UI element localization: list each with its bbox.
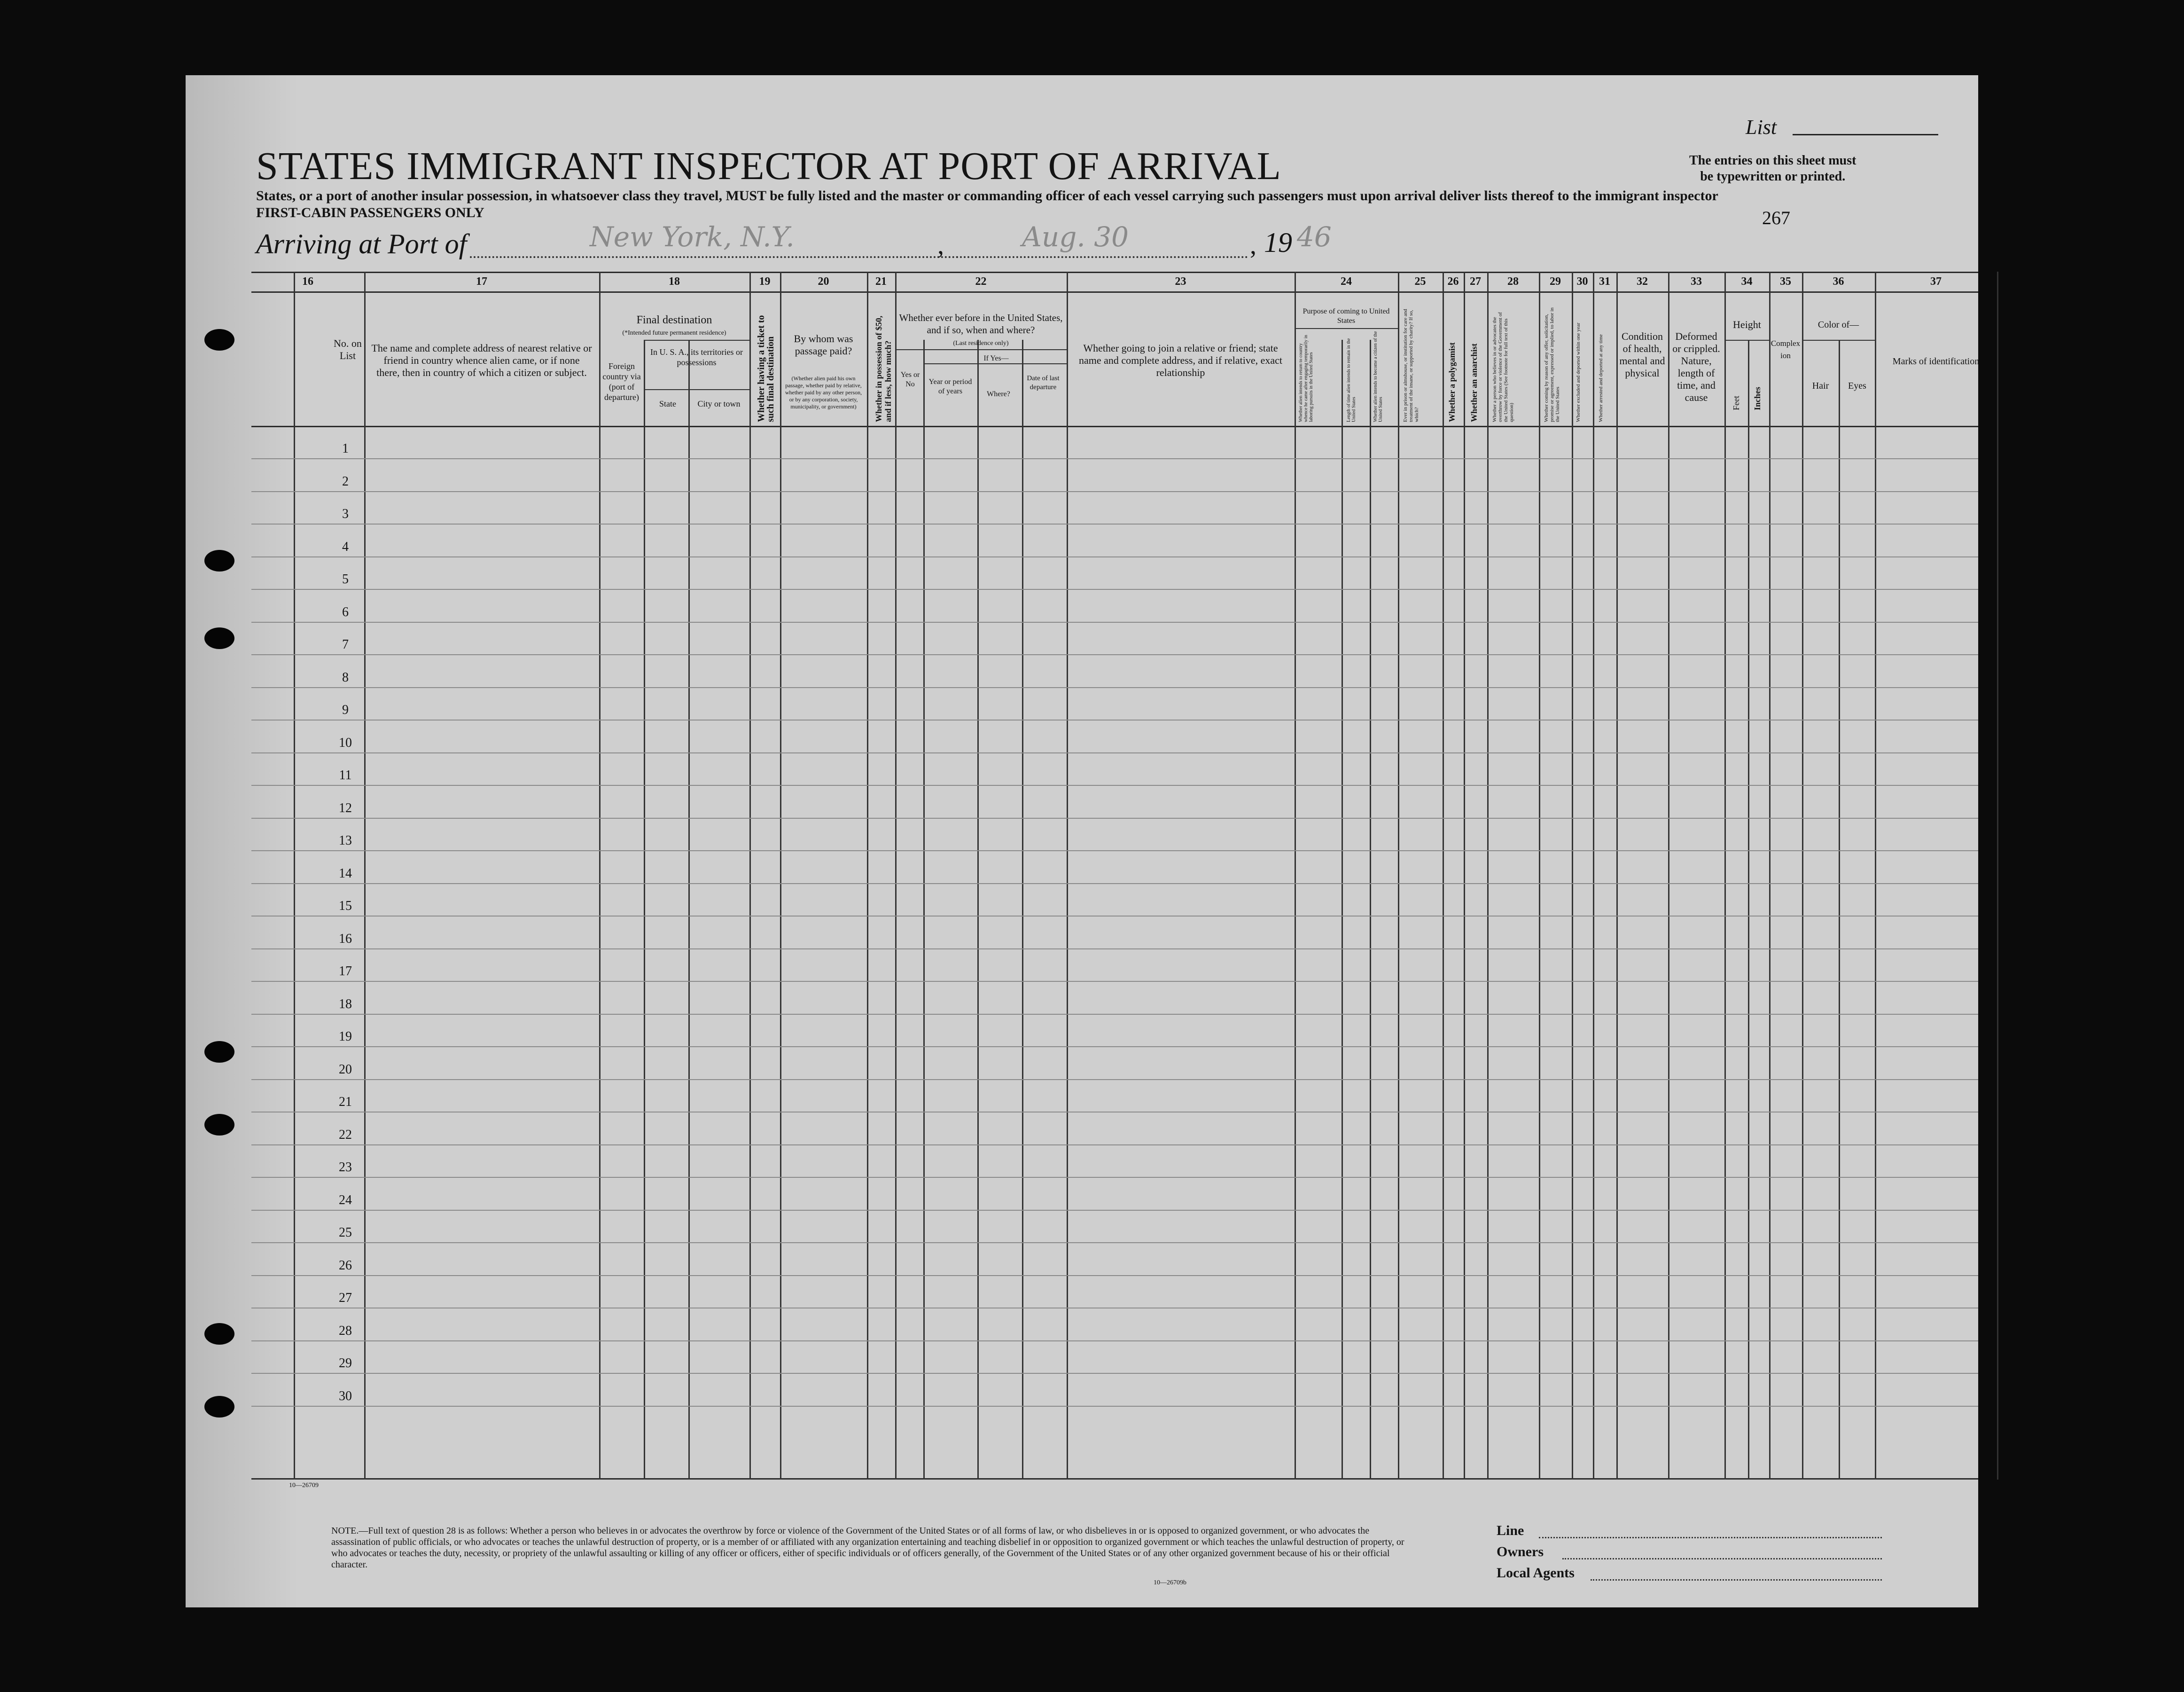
col-22-where: Where? xyxy=(987,390,1010,398)
table-row[interactable] xyxy=(251,1177,1978,1178)
col-17-header: The name and complete address of nearest relative or friend in country whence alien came, or if none there, then in country of which a citizen or subject. xyxy=(371,342,592,378)
manifest-sheet xyxy=(186,75,1978,1607)
row-number: 14 xyxy=(339,866,352,881)
comma: , xyxy=(937,231,944,260)
col-20-header: By whom was passage paid? xyxy=(794,333,853,357)
column-divider xyxy=(1802,272,1803,1480)
table-row[interactable] xyxy=(251,491,1978,492)
column-divider xyxy=(780,272,781,1480)
column-number-border xyxy=(251,291,1978,293)
entries-note: The entries on this sheet must be typewritten or printed. xyxy=(1689,153,1856,184)
col-30-number: 30 xyxy=(1576,275,1588,288)
col-21-header: Whether in possession of $50, and if less, how much? xyxy=(874,315,893,422)
table-row[interactable] xyxy=(251,589,1978,590)
col-18-sub-divider xyxy=(644,340,749,341)
table-row[interactable] xyxy=(251,458,1978,459)
table-row[interactable] xyxy=(251,1014,1978,1015)
table-row[interactable] xyxy=(251,752,1978,753)
col-17-number: 17 xyxy=(476,275,487,288)
column-divider xyxy=(1067,272,1068,1480)
table-bottom-border xyxy=(251,1478,1978,1480)
line-label: Line xyxy=(1497,1523,1524,1538)
col-36-sub-divider xyxy=(1802,340,1875,341)
column-divider xyxy=(1839,340,1840,1480)
col-34-sub-divider xyxy=(1724,340,1769,341)
column-divider xyxy=(1572,272,1573,1480)
row-number: 20 xyxy=(339,1062,352,1077)
punch-hole xyxy=(204,1041,234,1063)
list-label: List xyxy=(1746,116,1777,139)
col-22-number: 22 xyxy=(975,275,987,288)
column-divider xyxy=(1997,272,1998,1480)
col-27-number: 27 xyxy=(1470,275,1481,288)
column-divider xyxy=(1295,272,1296,1480)
column-divider xyxy=(1464,272,1465,1480)
row-number: 10 xyxy=(339,735,352,750)
form-title: STATES IMMIGRANT INSPECTOR AT PORT OF ARRIVAL xyxy=(256,144,1281,188)
row-number: 13 xyxy=(339,833,352,848)
col-19-header: Whether having a ticket to such final destination xyxy=(756,315,776,422)
date-field-line xyxy=(956,256,1248,258)
row-number: 30 xyxy=(339,1388,352,1403)
table-row[interactable] xyxy=(251,654,1978,655)
col-21-number: 21 xyxy=(875,275,887,288)
col-18-usa: In U. S. A., its territories or possessions xyxy=(650,347,743,367)
col-28-number: 28 xyxy=(1507,275,1519,288)
comma: , xyxy=(1250,231,1256,260)
row-number: 26 xyxy=(339,1258,352,1273)
year-prefix: 19 xyxy=(1264,227,1292,258)
row-number: 5 xyxy=(342,572,349,587)
table-row[interactable] xyxy=(251,818,1978,819)
col-36-number: 36 xyxy=(1833,275,1844,288)
local-agents-field[interactable] xyxy=(1591,1579,1882,1581)
col-22-years: Year or period of years xyxy=(928,378,972,395)
port-value[interactable]: New York, N.Y. xyxy=(590,221,795,253)
col-24a-header: Whether alien intends to return to country whence he came after engaging temporarily in laboring pursuits in the United States xyxy=(1298,335,1314,422)
owners-field[interactable] xyxy=(1562,1558,1882,1559)
col-31-number: 31 xyxy=(1599,275,1610,288)
column-divider xyxy=(895,272,897,1480)
col-34-number: 34 xyxy=(1741,275,1753,288)
col-35-header: Complexion xyxy=(1771,339,1801,360)
manifest-table xyxy=(251,272,1980,1489)
col-18-sub-divider xyxy=(644,389,749,390)
column-divider xyxy=(1724,272,1726,1480)
col-24b-header: Length of time alien intends to remain in the United States xyxy=(1346,338,1357,422)
punch-hole xyxy=(204,550,234,572)
row-number: 12 xyxy=(339,800,352,815)
row-number: 22 xyxy=(339,1127,352,1142)
row-number: 6 xyxy=(342,604,349,619)
table-row[interactable] xyxy=(251,1275,1978,1276)
row-number: 21 xyxy=(339,1095,352,1109)
column-divider xyxy=(599,272,601,1480)
table-row[interactable] xyxy=(251,1406,1978,1407)
punch-hole xyxy=(204,1114,234,1136)
column-divider xyxy=(1616,272,1618,1480)
col-29-header: Whether coming by reason of any offer, solicitation, promise or agreement, expressed or implied, to labor in the United States xyxy=(1544,307,1560,422)
table-row[interactable] xyxy=(251,948,1978,949)
row-number: 1 xyxy=(342,441,349,456)
col-24-header: Purpose of coming to United States xyxy=(1303,307,1390,325)
table-row[interactable] xyxy=(251,1373,1978,1374)
col-30-header: Whether excluded and deported within one year xyxy=(1576,322,1581,422)
row-number: 4 xyxy=(342,539,349,554)
table-row[interactable] xyxy=(251,883,1978,884)
col-23-header: Whether going to join a relative or friend; state name and complete address, and if relative, exact relationship xyxy=(1078,342,1283,378)
punch-hole xyxy=(204,1323,234,1345)
col-31-header: Whether arrested and deported at any time xyxy=(1598,334,1604,422)
col-36-eyes: Eyes xyxy=(1848,381,1866,391)
col-33-number: 33 xyxy=(1691,275,1702,288)
col-24-number: 24 xyxy=(1341,275,1352,288)
col-22-date-departure: Date of last departure xyxy=(1027,375,1060,391)
col-34-header: Height xyxy=(1733,319,1761,330)
row-number: 23 xyxy=(339,1160,352,1175)
question-28-note: NOTE.—Full text of question 28 is as follows: Whether a person who believes in or advocates the overthrow by force or violence of the Government of the United States or of all forms of law, or who disbelieves in or is opposed to organized government, or who advocates the assassination of public officials, or who advocates or teaches the unlawful destruction of property, or is a member of or affiliated with any organization entertaining and teaching disbelief in or opposition to organized government or which teaches the unlawful destruction of property, or who advocates or teaches the duty, necessity, or propriety of the unlawful assaulting or killing of any officer or officers, either of specific individuals or of officers generally, of the Government of the United States or of any other organized government because of his or their official character. xyxy=(331,1526,1404,1570)
table-row[interactable] xyxy=(251,687,1978,688)
row-number: 9 xyxy=(342,703,349,717)
col-25-number: 25 xyxy=(1414,275,1426,288)
col-22-sub-divider xyxy=(923,363,1067,364)
column-divider xyxy=(1593,272,1594,1480)
row-number: 8 xyxy=(342,670,349,685)
col-33-header: Deformed or crippled. Nature, length of time, and cause xyxy=(1672,330,1720,403)
row-number: 28 xyxy=(339,1323,352,1338)
col-22-header: Whether ever before in the United States, and if so, when and where? xyxy=(899,312,1063,336)
table-row[interactable] xyxy=(251,524,1978,525)
row-number: 7 xyxy=(342,637,349,652)
column-divider xyxy=(1370,340,1371,1480)
column-divider xyxy=(1748,340,1749,1480)
row-number: 18 xyxy=(339,996,352,1011)
col-35-number: 35 xyxy=(1780,275,1791,288)
table-row[interactable] xyxy=(251,981,1978,982)
note-code: 10—26709b xyxy=(1154,1579,1186,1586)
col-22-yesno: Yes or No xyxy=(900,371,920,388)
form-instructions: States, or a port of another insular possession, in whatsoever class they travel, MUST be fully listed and the master or commanding officer of each vessel carrying such passengers must upon arrival deliver lists thereof to the immigrant inspector xyxy=(256,188,1718,204)
col-28-header: Whether a person who believes in or advocates the overthrow by force or violence of the Government of the United States (See footnote for full text of this question) xyxy=(1492,312,1514,422)
punch-hole xyxy=(204,627,234,649)
col-18-number: 18 xyxy=(669,275,680,288)
col-19-number: 19 xyxy=(759,275,771,288)
column-divider xyxy=(1668,272,1669,1480)
col-34-inches: Inches xyxy=(1753,386,1762,410)
row-number: 24 xyxy=(339,1192,352,1207)
col-36-header: Color of— xyxy=(1817,320,1859,330)
row-number: 19 xyxy=(339,1029,352,1044)
punch-hole xyxy=(204,1396,234,1418)
column-divider xyxy=(1398,272,1399,1480)
table-top-border xyxy=(251,272,1978,273)
col-16-header: No. on List xyxy=(334,337,362,361)
col-23-number: 23 xyxy=(1175,275,1186,288)
punch-hole xyxy=(204,329,234,351)
owners-label: Owners xyxy=(1497,1544,1544,1559)
col-32-header: Condition of health, mental and physical xyxy=(1619,330,1665,379)
col-20-subheader: (Whether alien paid his own passage, whether paid by relative, whether paid by any other person, or by any corporation, society, municipality, or government) xyxy=(785,375,862,410)
table-row[interactable] xyxy=(251,1144,1978,1145)
table-row[interactable] xyxy=(251,785,1978,786)
table-row[interactable] xyxy=(251,1340,1978,1341)
table-row[interactable] xyxy=(251,1242,1978,1243)
column-divider xyxy=(749,272,751,1480)
col-18-city: City or town xyxy=(697,399,741,408)
col-20-number: 20 xyxy=(818,275,829,288)
date-value[interactable]: Aug. 30 xyxy=(1022,221,1129,253)
col-18-subheader: (*Intended future permanent residence) xyxy=(622,329,726,337)
list-number-line xyxy=(1793,134,1938,135)
col-16-number: 16 xyxy=(302,275,313,288)
col-34-feet: Feet xyxy=(1732,396,1741,410)
row-number: 16 xyxy=(339,931,352,946)
column-divider xyxy=(1875,272,1876,1480)
row-number: 3 xyxy=(342,507,349,521)
col-27-header: Whether an anarchist xyxy=(1469,343,1479,422)
col-18-header: Final destination xyxy=(636,314,712,326)
col-26-number: 26 xyxy=(1447,275,1459,288)
table-row[interactable] xyxy=(251,622,1978,623)
row-number: 27 xyxy=(339,1291,352,1305)
col-22-sub-divider xyxy=(895,349,1067,350)
row-number: 15 xyxy=(339,899,352,913)
port-field-line xyxy=(470,256,959,258)
col-32-number: 32 xyxy=(1637,275,1648,288)
row-number: 25 xyxy=(339,1225,352,1240)
col-24c-header: Whether alien intends to become a citizen of the United States xyxy=(1373,331,1383,422)
passenger-class-label: FIRST-CABIN PASSENGERS ONLY xyxy=(256,205,484,220)
table-row[interactable] xyxy=(251,1046,1978,1047)
col-37-header: Marks of identification xyxy=(1892,356,1980,367)
col-24-sub-divider xyxy=(1295,328,1398,329)
column-divider xyxy=(1443,272,1444,1480)
table-row[interactable] xyxy=(251,1210,1978,1211)
column-divider xyxy=(364,272,366,1480)
sheet-number: 267 xyxy=(1762,207,1790,228)
column-divider xyxy=(1022,340,1023,1480)
row-number: 11 xyxy=(339,768,352,783)
col-22-subheader: (Last residence only) xyxy=(953,340,1009,347)
column-divider xyxy=(1769,272,1771,1480)
table-row[interactable] xyxy=(251,850,1978,851)
row-number: 2 xyxy=(342,474,349,489)
header-bottom-border xyxy=(251,426,1978,427)
column-divider xyxy=(644,340,645,1480)
table-row[interactable] xyxy=(251,1079,1978,1080)
column-divider xyxy=(923,340,925,1480)
col-22-ifyes: If Yes— xyxy=(983,354,1009,362)
row-number: 17 xyxy=(339,964,352,979)
column-divider xyxy=(1539,272,1540,1480)
col-26-header: Whether a polygamist xyxy=(1447,342,1457,422)
col-36-hair: Hair xyxy=(1812,381,1829,391)
column-divider xyxy=(1487,272,1489,1480)
column-divider xyxy=(294,272,295,1480)
col-37-number: 37 xyxy=(1930,275,1942,288)
form-code: 10—26709 xyxy=(289,1482,319,1489)
arriving-label: Arriving at Port of xyxy=(256,228,467,259)
table-row[interactable] xyxy=(251,556,1978,557)
year-value[interactable]: 46 xyxy=(1297,221,1332,253)
table-row[interactable] xyxy=(251,720,1978,721)
column-divider xyxy=(688,340,690,1480)
col-25-header: Ever in prison or almshouse, or institution for care and treatment of the insane, or supported by charity? If so, which? xyxy=(1403,309,1420,422)
col-29-number: 29 xyxy=(1550,275,1561,288)
column-divider xyxy=(867,272,868,1480)
col-18-foreign: Foreign country via (port of departure) xyxy=(602,361,641,402)
col-18-state: State xyxy=(659,399,676,408)
column-divider xyxy=(1342,340,1343,1480)
column-divider xyxy=(977,340,979,1480)
line-field[interactable] xyxy=(1539,1537,1882,1538)
row-number: 29 xyxy=(339,1356,352,1371)
local-agents-label: Local Agents xyxy=(1497,1565,1575,1581)
